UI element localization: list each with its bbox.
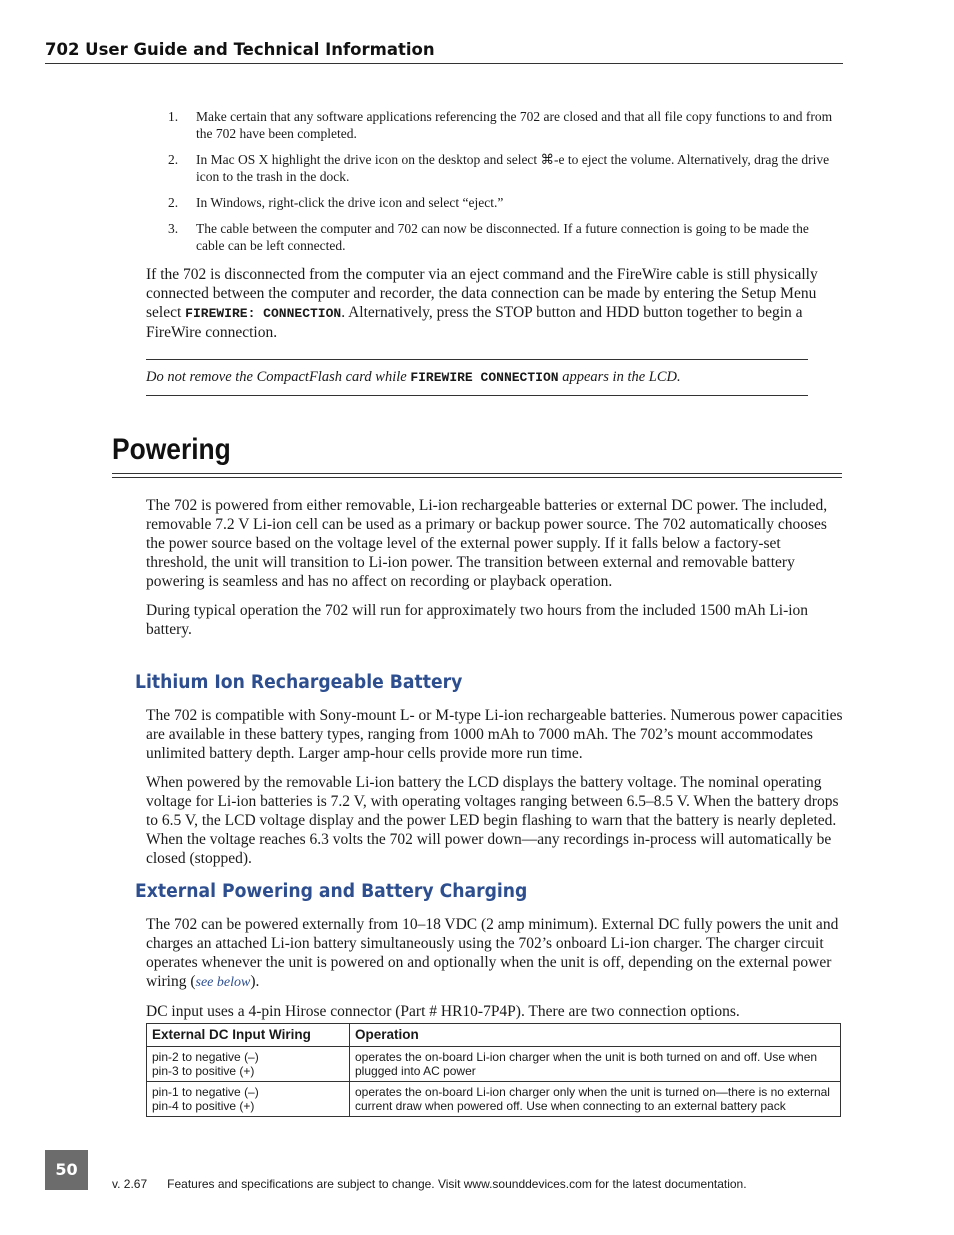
step-number: 2. <box>168 195 179 210</box>
powering-paragraphs <box>146 496 844 649</box>
wiring-line: pin-2 to negative (–) <box>152 1050 259 1064</box>
step-list <box>168 108 840 263</box>
firewire-paragraph <box>146 265 844 342</box>
step-text: In Mac OS X highlight the drive icon on the desktop and select ⌘-e to eject the volume. Alternatively, drag the drive icon to the trash in the dock. <box>196 152 830 184</box>
operation-cell: operates the on-board Li-ion charger when the unit is both turned on and off. Use when plugged into AC power <box>350 1047 841 1082</box>
table-header-row <box>147 1024 841 1047</box>
paragraph: When powered by the removable Li-ion battery the LCD displays the battery voltage. The nominal operating voltage for Li-ion batteries is 7.2 V, with operating voltages ranging between 6.5–8.5 V. When the battery drops to 6.5 V, the LCD voltage display and the power LED begin flashing to warn that the battery is nearly depleted. When the voltage reaches 6.3 volts the 702 will power down—any recordings in-process will automatically be closed (stopped). <box>146 774 839 867</box>
list-item <box>168 194 840 211</box>
step-text: The cable between the computer and 702 can now be disconnected. If a future connection is going to be made the cable can be left connected. <box>196 221 809 253</box>
wiring-line: pin-1 to negative (–) <box>152 1085 259 1099</box>
wiring-line: pin-3 to positive (+) <box>152 1064 255 1078</box>
paragraph: During typical operation the 702 will run for approximately two hours from the included 1500 mAh Li-ion battery. <box>146 602 809 638</box>
step-number: 3. <box>168 221 179 236</box>
title-rule <box>112 473 842 474</box>
lcd-menu-code: FIREWIRE: CONNECTION <box>185 306 342 321</box>
paragraph-text: If the 702 is disconnected from the computer via an eject command and the FireWire cable is still physically connected between the computer and recorder, the data connection can be made by entering the Setup Menu select <box>146 266 818 321</box>
paragraph <box>146 915 844 992</box>
step-number: 1. <box>168 109 179 124</box>
step-text: Make certain that any software applications referencing the 702 are closed and that all file copy functions to and from the 702 have been completed. <box>196 109 833 141</box>
column-header: Operation <box>350 1024 841 1047</box>
wiring-line: pin-4 to positive (+) <box>152 1099 255 1113</box>
wiring-cell <box>147 1082 350 1117</box>
paragraph: The 702 is powered from either removable, Li-ion rechargeable batteries or external DC power. The included, removable 7.2 V Li-ion cell can be used as a primary or backup power source. The 702 automatically chooses the power source based on the voltage level of the external power supply. If it falls below a factory-set threshold, the unit will transition to Li-ion power. The transition between external and removable battery powering is seamless and has no affect on recording or playback operation. <box>146 497 828 590</box>
step-text: In Windows, right-click the drive icon and select “eject.” <box>196 195 504 210</box>
version-label: v. 2.67 <box>112 1177 148 1191</box>
table-row <box>147 1082 841 1117</box>
paragraph: The 702 is compatible with Sony-mount L- or M-type Li-ion rechargeable batteries. Numerous power capacities are available in these battery types, ranging from 1000 mAh to 7000 mAh. The 702’s mount accommodates unlimited battery depth. Larger amp-hour cells provide more run time. <box>146 707 843 762</box>
paragraph: DC input uses a 4-pin Hirose connector (Part # HR10-7P4P). There are two connection options. <box>146 1003 740 1020</box>
running-header: 702 User Guide and Technical Information <box>45 40 843 64</box>
list-item <box>168 220 840 254</box>
see-below-link[interactable]: see below <box>195 975 251 990</box>
external-paragraphs <box>146 915 844 1031</box>
list-item <box>168 151 840 185</box>
note-text: Do not remove the CompactFlash card while <box>146 369 411 385</box>
lithium-paragraphs <box>146 706 844 878</box>
subsection-heading: Lithium Ion Rechargeable Battery <box>135 672 463 693</box>
note-text: appears in the LCD. <box>558 369 681 385</box>
paragraph-text: ). <box>250 973 260 990</box>
dc-wiring-table <box>146 1023 841 1117</box>
table-row <box>147 1047 841 1082</box>
column-header: External DC Input Wiring <box>147 1024 350 1047</box>
paragraph-text: The 702 can be powered externally from 10–18 VDC (2 amp minimum). External DC fully powers the unit and charges an attached Li-ion battery simultaneously using the 702’s onboard Li-ion charger. The charger circuit operates whenever the unit is powered on and optionally when the unit is off, depending on the external power wiring ( <box>146 916 839 990</box>
wiring-cell <box>147 1047 350 1082</box>
operation-cell: operates the on-board Li-ion charger only when the unit is turned on—there is no external current draw when powered off. Use when connecting to an external battery pack <box>350 1082 841 1117</box>
lcd-status-code: FIREWIRE CONNECTION <box>410 370 559 385</box>
title-rule <box>112 477 842 478</box>
page-footer <box>112 1177 747 1191</box>
footer-text: Features and specifications are subject to change. Visit www.sounddevices.com for the latest documentation. <box>167 1177 747 1191</box>
page-number: 50 <box>45 1150 88 1190</box>
step-number: 2. <box>168 152 179 167</box>
section-title: Powering <box>112 433 231 466</box>
list-item <box>168 108 840 142</box>
subsection-heading: External Powering and Battery Charging <box>135 881 528 902</box>
note-box <box>146 359 808 396</box>
paragraph-text: . Alternatively, press the STOP button and HDD button together to begin a FireWire connection. <box>146 304 803 341</box>
